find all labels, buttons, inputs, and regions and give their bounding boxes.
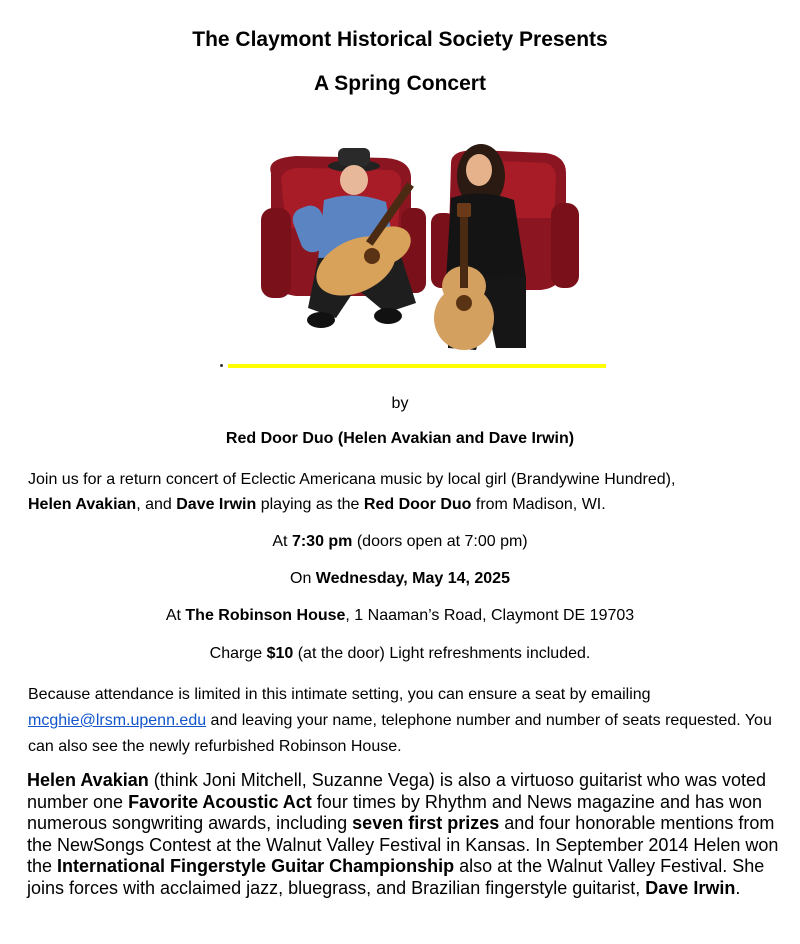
event-charge [0,645,800,663]
time-suffix: (doors open at 7:00 pm) [352,533,528,550]
reservation-text: Because attendance is limited in this intimate setting, you can ensure a seat by emailing [28,686,651,703]
venue-prefix: At [165,607,186,624]
intro-paragraph [28,467,788,517]
event-time [0,533,800,551]
bio-text: . [735,877,741,898]
bio-name: Dave Irwin [645,877,736,898]
bio-text: four times by Rhythm and News magazine and has won numerous songwriting awards, including [27,791,763,834]
bio-award: Favorite Acoustic Act [128,791,312,812]
intro-text: , and [136,496,177,513]
bio-award: International Fingerstyle Guitar Championship [57,856,455,877]
bio-text: and four honorable mentions from the NewSongs Contest at the Walnut Valley Festival in Kansas. In September 2014 Helen won the [27,813,779,877]
event-venue [0,607,800,625]
date-prefix: On [290,570,316,587]
decorative-dot [220,364,223,367]
venue-address: , 1 Naaman’s Road, Claymont DE 19703 [345,607,635,624]
time-prefix: At [272,533,292,550]
email-link[interactable]: mcghie@lrsm.upenn.edu [28,712,207,729]
venue-name: The Robinson House [185,607,346,624]
reservation-text: and leaving your name, telephone number and number of seats requested. You can also see the newly refurbished Robinson House. [28,712,772,755]
page-title: The Claymont Historical Society Presents [192,28,608,51]
performers-heading: Red Door Duo (Helen Avakian and Dave Irwin) [225,430,575,447]
time-value: 7:30 pm [291,533,353,550]
charge-prefix: Charge [209,645,267,662]
charge-value: $10 [266,645,294,662]
bio-paragraph [27,770,797,900]
bio-text: also at the Walnut Valley Festival. She joins forces with acclaimed jazz, bluegrass, and Brazilian fingerstyle guitarist, [27,856,765,898]
intro-text: playing as the [256,496,364,513]
duo-photo-icon [226,118,606,368]
intro-text: Join us for a return concert of Eclectic Americana music by local girl (Brandywine Hundred), [28,471,676,488]
page-subtitle: A Spring Concert [314,72,486,95]
bio-text: (think Joni Mitchell, Suzanne Vega) is also a virtuoso guitarist who was voted number one [27,770,767,812]
event-date [0,570,800,588]
reservation-paragraph [28,682,788,760]
charge-suffix: (at the door) Light refreshments included. [293,645,591,662]
intro-text: from Madison, WI. [471,496,606,513]
date-value: Wednesday, May 14, 2025 [315,570,510,587]
byline-by: by [391,395,409,412]
performer-name: Dave Irwin [176,496,257,513]
bio-name: Helen Avakian [27,770,149,790]
duo-name: Red Door Duo [363,496,472,513]
performer-name: Helen Avakian [28,496,137,513]
bio-award: seven first prizes [352,813,500,834]
